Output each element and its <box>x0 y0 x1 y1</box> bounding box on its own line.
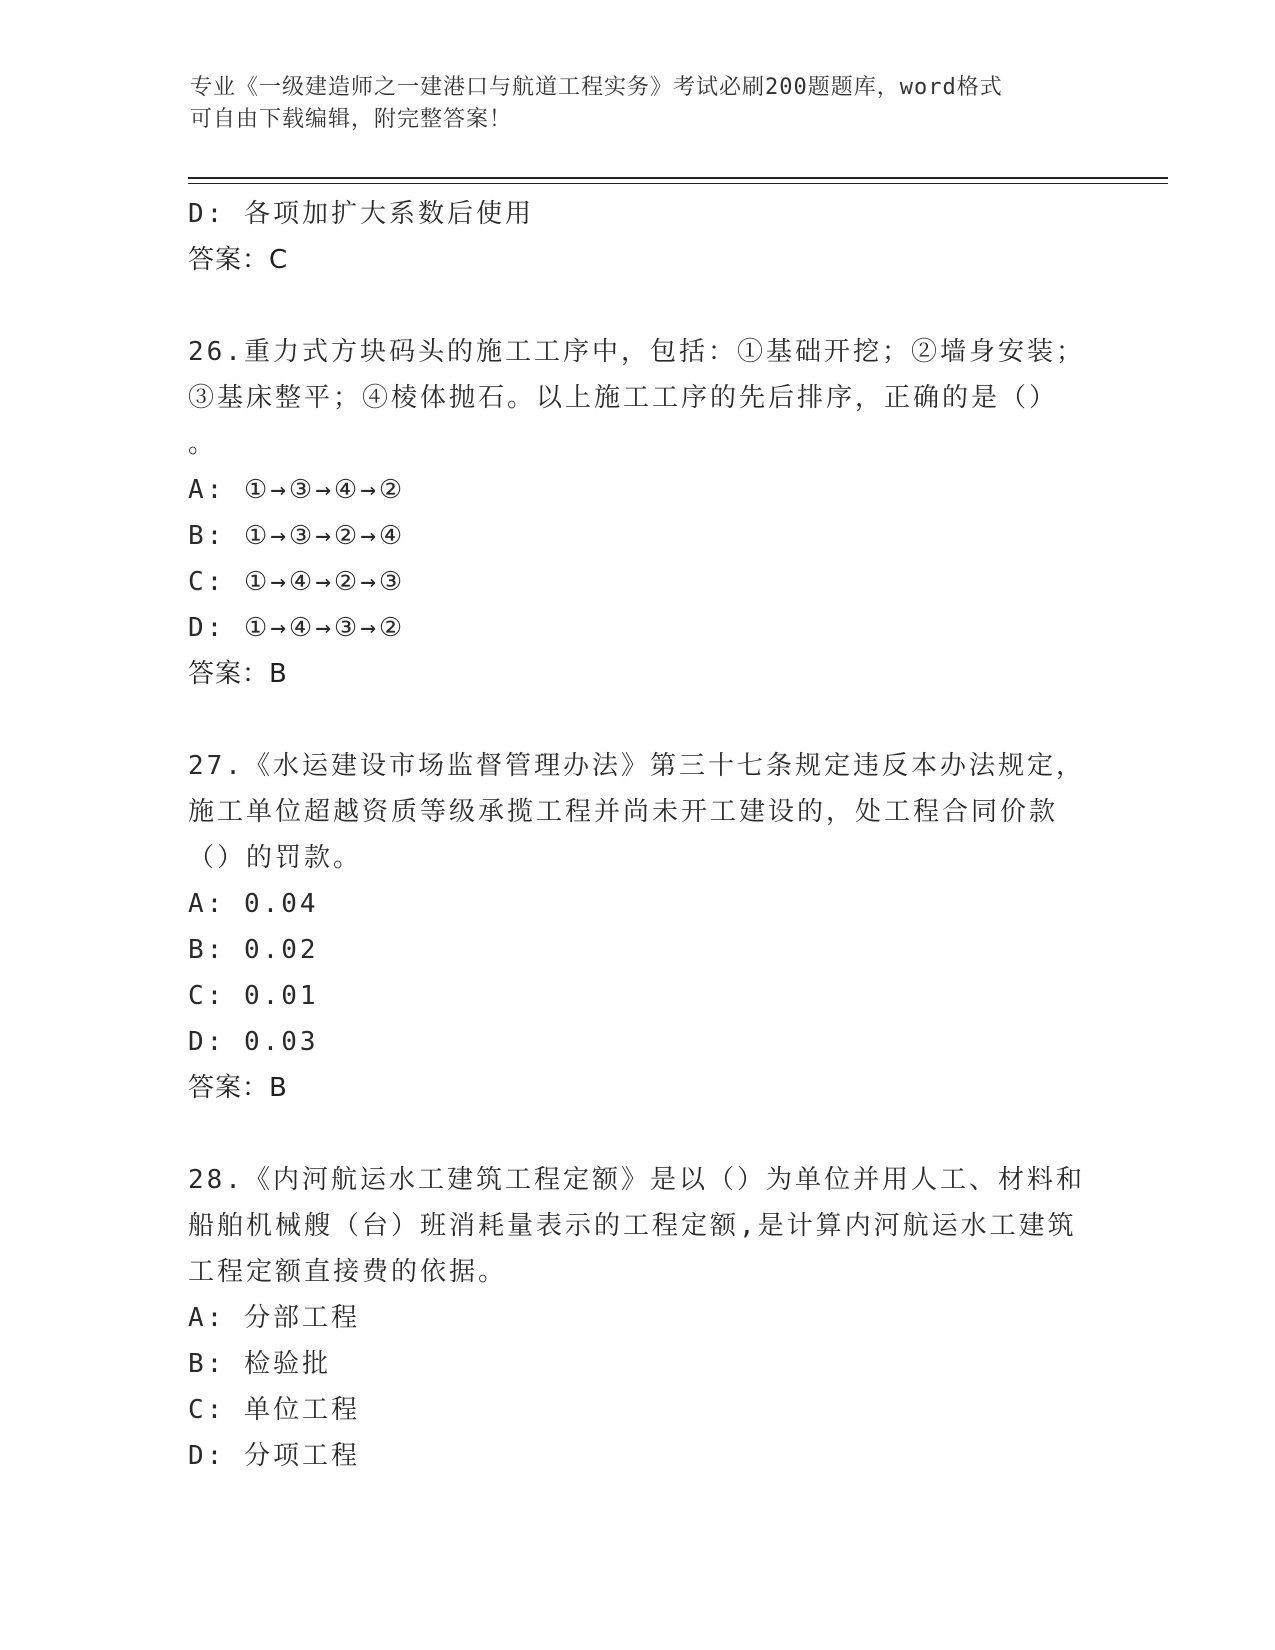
option-a: A: 0.04 <box>188 889 319 919</box>
option-d: D: ①→④→③→② <box>188 613 406 643</box>
question-stem-line: （）的罚款。 <box>188 843 363 873</box>
question-stem-line: 。 <box>188 429 218 459</box>
spacer <box>188 283 1088 329</box>
question-27 <box>188 743 1088 1111</box>
option-a: A: ①→③→④→② <box>188 475 406 505</box>
question-26 <box>188 329 1088 697</box>
question-content <box>188 191 1088 1479</box>
question-stem-line: ③基床整平；④棱体抛石。以上施工工序的先后排序，正确的是（） <box>188 383 1059 413</box>
spacer <box>188 1111 1088 1157</box>
option-c: C: ①→④→②→③ <box>188 567 406 597</box>
page-header <box>190 72 1090 136</box>
option-b: B: 0.02 <box>188 935 319 965</box>
question-stem-line: 船舶机械艘（台）班消耗量表示的工程定额,是计算内河航运水工建筑 <box>188 1211 1077 1241</box>
option-d: D: 0.03 <box>188 1027 319 1057</box>
question-28 <box>188 1157 1088 1479</box>
option-d: D: 分项工程 <box>188 1441 360 1471</box>
header-line-1: 专业《一级建造师之一建港口与航道工程实务》考试必刷200题题库，word格式 <box>190 75 1003 100</box>
spacer <box>188 697 1088 743</box>
option-b: B: ①→③→②→④ <box>188 521 406 551</box>
header-rule-thick <box>188 177 1168 179</box>
header-line-2: 可自由下载编辑，附完整答案！ <box>190 107 513 132</box>
answer-line: 答案：B <box>188 1073 288 1103</box>
header-rule-thin <box>188 183 1168 184</box>
previous-question-tail <box>188 191 1088 283</box>
question-stem-line: 施工单位超越资质等级承揽工程并尚未开工建设的，处工程合同价款 <box>188 797 1059 827</box>
question-stem-line: 28.《内河航运水工建筑工程定额》是以（）为单位并用人工、材料和 <box>188 1165 1085 1195</box>
question-stem-line: 工程定额直接费的依据。 <box>188 1257 508 1287</box>
option-c: C: 0.01 <box>188 981 319 1011</box>
option-c: C: 单位工程 <box>188 1395 360 1425</box>
answer-line: 答案：B <box>188 659 288 689</box>
option-d: D: 各项加扩大系数后使用 <box>188 199 534 229</box>
answer-line: 答案：C <box>188 245 289 275</box>
question-stem-line: 26.重力式方块码头的施工工序中，包括：①基础开挖；②墙身安装； <box>188 337 1085 367</box>
option-a: A: 分部工程 <box>188 1303 360 1333</box>
question-stem-line: 27.《水运建设市场监督管理办法》第三十七条规定违反本办法规定， <box>188 751 1085 781</box>
option-b: B: 检验批 <box>188 1349 331 1379</box>
